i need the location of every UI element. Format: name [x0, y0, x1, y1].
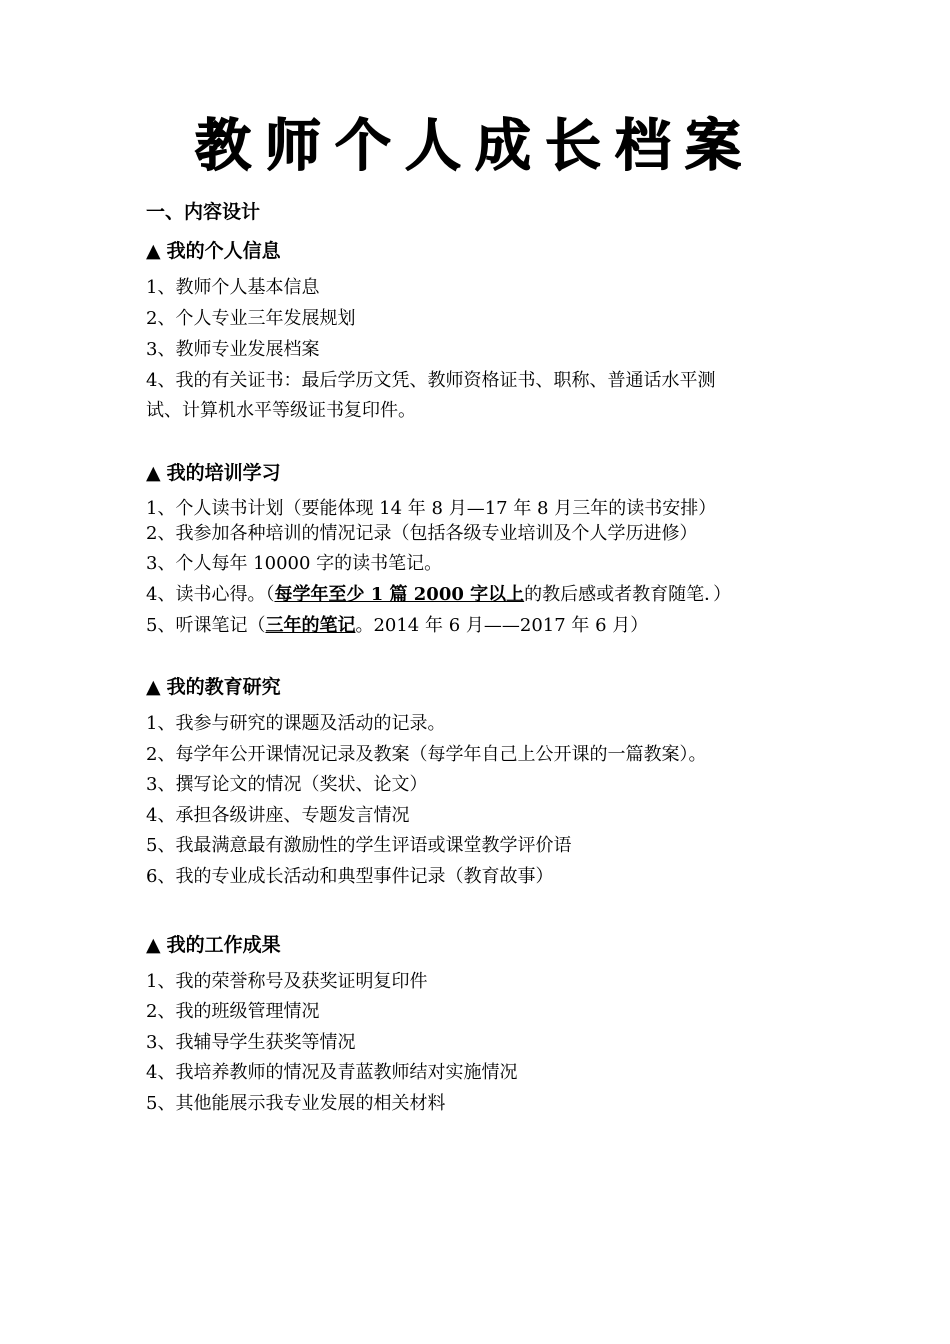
list-item: 4、承担各级讲座、专题发言情况: [146, 805, 410, 826]
page-title: 教师个人成长档案: [195, 113, 755, 179]
list-item: 4、读书心得。（每学年至少 1 篇 2000 字以上的教后感或者教育随笔．）: [146, 584, 732, 605]
list-item: 1、个人读书计划（要能体现 14 年 8 月—17 年 8 月三年的读书安排）: [146, 498, 717, 519]
list-item: 2、我参加各种培训的情况记录（包括各级专业培训及个人学历进修）: [146, 523, 698, 544]
list-item: 5、其他能展示我专业发展的相关材料: [146, 1093, 446, 1114]
section-heading-personal-info: ▲ 我的个人信息: [146, 240, 281, 262]
list-item: 4、我培养教师的情况及青蓝教师结对实施情况: [146, 1062, 518, 1083]
list-item: 2、每学年公开课情况记录及教案（每学年自己上公开课的一篇教案）。: [146, 744, 707, 765]
section-heading-training: ▲ 我的培训学习: [146, 462, 281, 484]
list-item: 试、计算机水平等级证书复印件。: [146, 400, 416, 421]
emphasis-text: 每学年至少 1 篇 2000 字以上: [274, 584, 525, 605]
list-item: 5、我最满意最有激励性的学生评语或课堂教学评价语: [146, 835, 572, 856]
triangle-bullet-icon: ▲: [146, 934, 161, 956]
part-heading: 一、内容设计: [146, 201, 261, 223]
list-item: 1、教师个人基本信息: [146, 277, 320, 298]
list-item: 3、个人每年 10000 字的读书笔记。: [146, 553, 443, 574]
list-item: 4、我的有关证书：最后学历文凭、教师资格证书、职称、普通话水平测: [146, 370, 716, 391]
list-item: 3、我辅导学生获奖等情况: [146, 1032, 356, 1053]
triangle-bullet-icon: ▲: [146, 240, 161, 262]
list-item: 6、我的专业成长活动和典型事件记录（教育故事）: [146, 866, 554, 887]
list-item: 2、个人专业三年发展规划: [146, 308, 356, 329]
list-item: 1、我参与研究的课题及活动的记录。: [146, 713, 446, 734]
list-item: 3、教师专业发展档案: [146, 339, 320, 360]
section-heading-achievements: ▲ 我的工作成果: [146, 934, 281, 956]
list-item: 5、听课笔记（三年的笔记。2014 年 6 月——2017 年 6 月）: [146, 615, 649, 636]
triangle-bullet-icon: ▲: [146, 462, 161, 484]
triangle-bullet-icon: ▲: [146, 676, 161, 698]
list-item: 3、撰写论文的情况（奖状、论文）: [146, 774, 428, 795]
list-item: 1、我的荣誉称号及获奖证明复印件: [146, 971, 428, 992]
section-heading-research: ▲ 我的教育研究: [146, 676, 281, 698]
list-item: 2、我的班级管理情况: [146, 1001, 320, 1022]
emphasis-text: 三年的笔记: [265, 615, 356, 636]
